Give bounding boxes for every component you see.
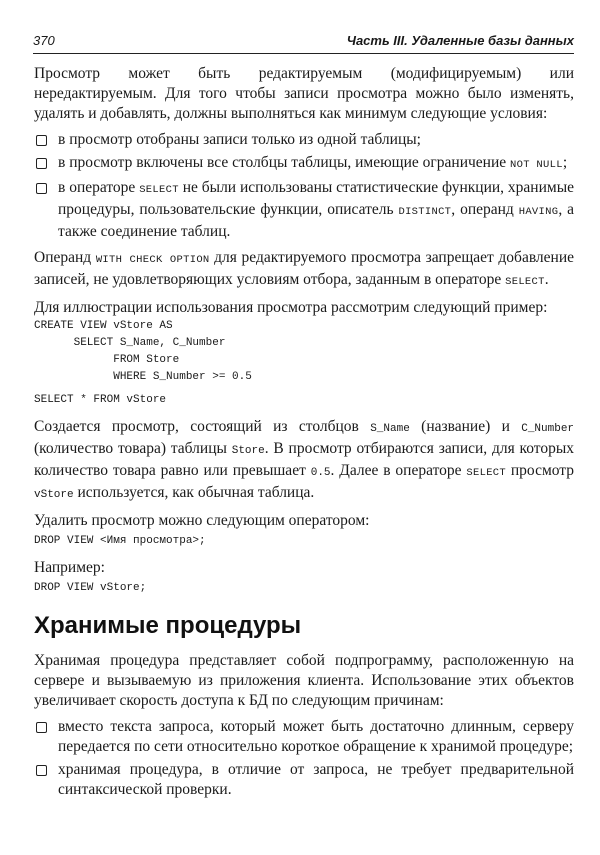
checkbox-bullet-icon	[36, 765, 47, 776]
code-block-select: SELECT * FROM vStore	[34, 394, 167, 406]
inline-code: vStore	[34, 489, 74, 501]
section-heading: Хранимые процедуры	[34, 612, 302, 639]
inline-code: Store	[231, 445, 265, 457]
example-label: Например:	[34, 559, 105, 576]
example-intro-paragraph: Для иллюстрации использования просмотра рассмотрим следующий пример:	[34, 299, 548, 316]
inline-code: 0.5	[310, 467, 331, 479]
list-item: вместо текста запроса, который может быть достаточно длинным, серверу передается по сети относительно короткое обращение к хранимой процедуре;	[34, 717, 574, 757]
code-block-create-view: CREATE VIEW vStore AS SELECT S_Name, C_Number FROM Store WHERE S_Number >= 0.5	[34, 320, 252, 383]
explanation-paragraph: Создается просмотр, состоящий из столбцов S_Name (название) и C_Number (количество товара) таблицы Store. В просмотр отбираются записи, для которых количество товара равно или превышает 0.5. Далее в операторе SELECT просмотр vStore используется, как обычная таблица.	[34, 418, 575, 501]
checkbox-bullet-icon	[36, 183, 47, 194]
conditions-list	[34, 130, 574, 242]
drop-intro-paragraph: Удалить просмотр можно следующим оператором:	[34, 512, 370, 529]
inline-code: SELECT	[139, 184, 179, 196]
inline-code: SELECT	[505, 276, 545, 288]
list-item: в операторе SELECT не были использованы статистические функции, хранимые процедуры, пользовательские функции, описатель DISTINCT, операнд HAVING, а также соединение таблиц.	[34, 178, 574, 242]
code-block-drop-example: DROP VIEW vStore;	[34, 582, 147, 594]
checkbox-bullet-icon	[36, 135, 47, 146]
stored-procedures-paragraph: Хранимая процедура представляет собой подпрограмму, расположенную на сервере и вызываемую из приложения клиента. Использование этих объектов увеличивает скорость доступа к БД по следующим причинам:	[34, 652, 574, 709]
running-title: Часть III. Удаленные базы данных	[346, 33, 574, 48]
page-header	[33, 31, 574, 54]
list-item: хранимая процедура, в отличие от запроса, не требует предварительной синтаксической проверки.	[34, 760, 574, 800]
inline-code: WITH CHECK OPTION	[95, 254, 210, 266]
inline-code: DISTINCT	[398, 206, 452, 218]
reasons-list	[34, 717, 574, 800]
list-item: в просмотр отобраны записи только из одной таблицы;	[34, 130, 574, 150]
code-block-drop-syntax: DROP VIEW <Имя просмотра>;	[34, 535, 206, 547]
checkbox-bullet-icon	[36, 158, 47, 169]
check-option-paragraph: Операнд WITH CHECK OPTION для редактируемого просмотра запрещает добавление записей, не удовлетворяющих условиям отбора, заданным в операторе SELECT.	[34, 249, 575, 288]
intro-paragraph: Просмотр может быть редактируемым (модифицируемым) или нередактируемым. Для того чтобы записи просмотра можно было изменять, удалять и добавлять, должны выполняться как минимум следующие условия:	[34, 65, 574, 122]
inline-code: HAVING	[518, 206, 559, 218]
inline-code: NOT NULL	[510, 159, 563, 171]
checkbox-bullet-icon	[36, 722, 47, 733]
inline-code: C_Number	[521, 423, 575, 435]
page-number: 370	[33, 33, 55, 48]
list-item: в просмотр включены все столбцы таблицы, имеющие ограничение NOT NULL;	[34, 153, 574, 175]
page-body	[34, 64, 574, 806]
inline-code: SELECT	[466, 467, 507, 479]
inline-code: S_Name	[370, 423, 410, 435]
